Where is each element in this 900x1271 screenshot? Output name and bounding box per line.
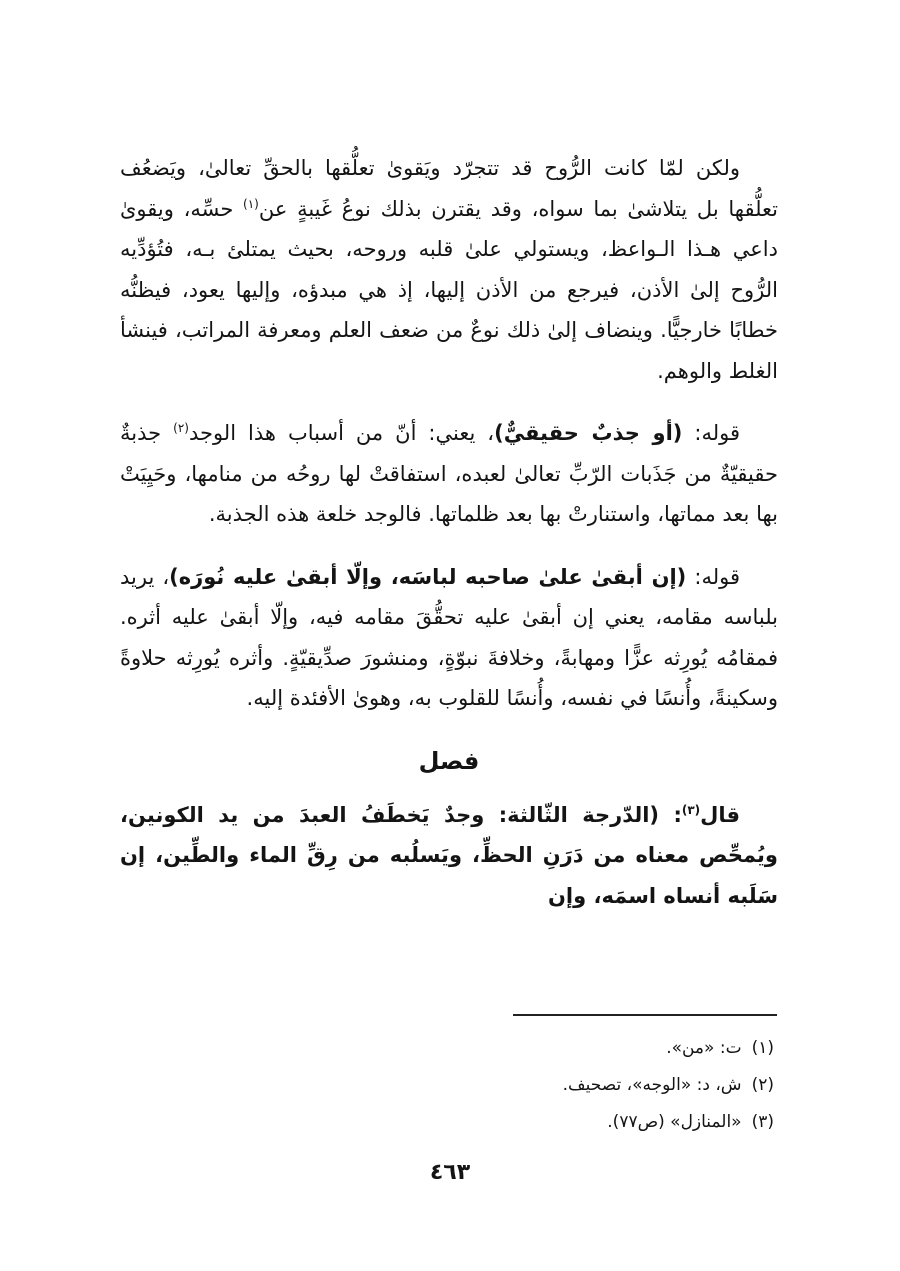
quote-lead: قال bbox=[700, 802, 740, 827]
footnote-ref-2[interactable]: (٢) bbox=[173, 421, 189, 435]
paragraph-2 bbox=[120, 413, 778, 535]
paragraph-2-text-a: ، يعني: أنّ من أسباب هذا الوجد bbox=[188, 421, 495, 445]
page-number: ٤٦٣ bbox=[429, 1160, 471, 1185]
footnote-1-text: ت: «من». bbox=[666, 1038, 742, 1058]
footnote-ref-3[interactable]: (٣) bbox=[681, 802, 701, 817]
footnote-divider bbox=[513, 1014, 777, 1016]
quote-text: (الدّرجة الثّالثة: وجدٌ يَخطَفُ العبدَ من يد الكونين، ويُمحِّص معناه من دَرَنِ الحظِّ، ويَسلُبه من رِقِّ الماء والطِّين، إن سَلَبه أنساه اسمَه، وإن bbox=[120, 802, 778, 908]
footnotes bbox=[120, 1030, 778, 1141]
paragraph-3-lead: قوله: bbox=[686, 564, 741, 589]
footnote-2 bbox=[120, 1067, 778, 1104]
paragraph-2-quote: (أو جذبٌ حقيقيٌّ) bbox=[494, 421, 683, 445]
footnote-3-number: (٣) bbox=[751, 1112, 774, 1132]
footnote-3 bbox=[120, 1104, 778, 1141]
paragraph-2-text-b: جذبةٌ حقيقيّةٌ من جَذَبات الرّبِّ تعالىٰ لعبده، استفاقتْ لها روحُه من منامها، وحَيِيَتْ بها بعد مماتها، واستنارتْ بها بعد ظلماتها. فالوجد خلعة هذه الجذبة. bbox=[120, 421, 778, 526]
page-body bbox=[120, 148, 778, 938]
quote-paragraph bbox=[120, 795, 778, 917]
footnote-3-text: «المنازل» (ص٧٧). bbox=[607, 1112, 742, 1132]
footnote-1-number: (١) bbox=[751, 1038, 774, 1058]
footnote-1 bbox=[120, 1030, 778, 1067]
paragraph-1-text-a: ولكن لمّا كانت الرُّوح قد تتجرّد ويَقوىٰ تعلُّقها بالحقِّ تعالىٰ، ويَضعُف تعلُّقها بل يتلاشىٰ بما سواه، وقد يقترن بذلك نوعُ غَيبةٍ عن bbox=[120, 156, 778, 221]
paragraph-1 bbox=[120, 148, 778, 391]
paragraph-3-text: ، يريد بلباسه مقامه، يعني إن أبقىٰ عليه تحقُّقَ مقامه فيه، وإلّا أبقىٰ عليه أثره. فمقامُه يُورِثه عزًّا ومهابةً، وخلافةَ نبوّةٍ، ومنشورَ صدِّيقيّةٍ. وأثره يُورِثه حلاوةً وسكينةً، وأُنسًا في نفسه، وأُنسًا للقلوب به، وهوىٰ الأفئدة إليه. bbox=[120, 564, 778, 710]
section-heading: فصل bbox=[418, 746, 480, 775]
paragraph-1-text-b: حسِّه، ويقوىٰ داعي هـذا الـواعظ، ويستولي علىٰ قلبه وروحه، بحيث يمتلئ بـه، فتُؤدِّيه الرُّوح إلىٰ الأذن، فيرجع من الأذن إليها، إذ هي مبدؤه، وإليها يعود، فيظنُّه خطابًا خارجيًّا. وينضاف إلىٰ ذلك نوعٌ من ضعف العلم ومعرفة المراتب، فينشأ الغلط والوهم. bbox=[120, 196, 778, 383]
paragraph-2-lead: قوله: bbox=[682, 421, 740, 445]
footnote-2-text: ش، د: «الوجه»، تصحيف. bbox=[562, 1075, 742, 1095]
quote-colon: : bbox=[659, 802, 682, 827]
paragraph-3-quote: (إن أبقىٰ علىٰ صاحبه لباسَه، وإلّا أبقىٰ عليه نُورَه) bbox=[169, 564, 687, 589]
paragraph-3 bbox=[120, 557, 778, 719]
footnote-2-number: (٢) bbox=[751, 1075, 774, 1095]
footnote-ref-1[interactable]: (١) bbox=[243, 196, 259, 211]
